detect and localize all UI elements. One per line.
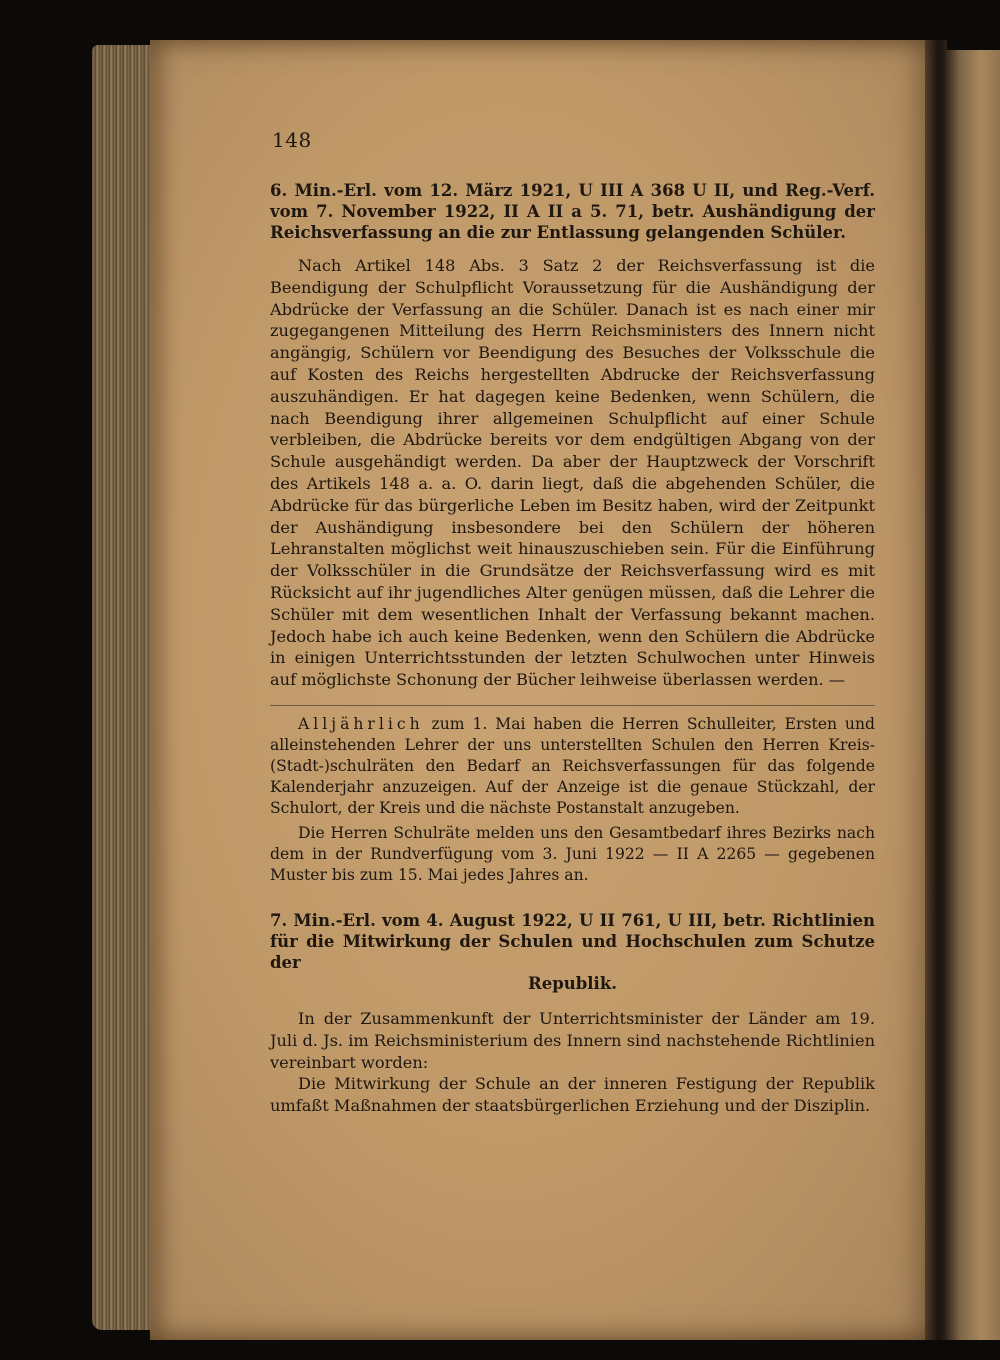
- page-content: [270, 128, 875, 1117]
- section-divider: [270, 705, 875, 706]
- section-6-paragraph-3: Die Herren Schulräte melden uns den Gesamtbedarf ihres Bezirks nach dem in der Rundverfügung vom 3. Juni 1922 — II A 2265 — gegebenen Muster bis zum 15. Mai jedes Jahres an.: [270, 823, 875, 884]
- section-7-heading: 7. Min.-Erl. vom 4. August 1922, U II 761, U III, betr. Richtlinien für die Mitwirkung der Schulen und Hochschulen zum Schutze der: [270, 910, 875, 972]
- section-6-heading: 6. Min.-Erl. vom 12. März 1921, U III A 368 U II, und Reg.-Verf. vom 7. November 1922, II A II a 5. 71, betr. Aushändigung der Reichsverfassung an die zur Entlassung gelangenden Schüler.: [270, 181, 875, 242]
- section-7-paragraph-2: Die Mitwirkung der Schule an der inneren Festigung der Republik umfaßt Maßnahmen der staatsbürgerlichen Erziehung und der Disziplin.: [270, 1074, 875, 1116]
- section-6-paragraph-2: [270, 714, 875, 819]
- book-gutter: [925, 40, 947, 1340]
- section-6-paragraph-1: Nach Artikel 148 Abs. 3 Satz 2 der Reichsverfassung ist die Beendigung der Schulpflicht Voraussetzung für die Aushändigung der Abdrücke der Verfassung an die Schüler. Danach ist es nach einer mir zugegangenen Mitteilung des Herrn Reichsministers des Innern nicht angängig, Schülern vor Beendigung des Besuches der Volksschule die auf Kosten des Reichs hergestellten Abdrucke der Reichsverfassung auszuhändigen. Er hat dagegen keine Bedenken, wenn Schülern, die nach Beendigung ihrer allgemeinen Schulpflicht auf einer Schule verbleiben, die Abdrücke bereits vor dem endgültigen Abgang von der Schule ausgehändigt werden. Da aber der Hauptzweck der Vorschrift des Artikels 148 a. a. O. darin liegt, daß die abgehenden Schüler, die Abdrücke für das bürgerliche Leben im Besitz haben, wird der Zeitpunkt der Aushändigung insbesondere bei den Schülern der höheren Lehranstalten möglichst weit hinauszuschieben sein. Für die Einführung der Volksschüler in die Grundsätze der Reichsverfassung wird es mit Rücksicht auf ihr jugendliches Alter genügen müssen, daß die Lehrer die Schüler mit dem wesentlichen Inhalt der Verfassung bekannt machen. Jedoch habe ich auch keine Bedenken, wenn den Schülern die Abdrücke in einigen Unterrichtsstunden der letzten Schulwochen unter Hinweis auf möglichste Schonung der Bücher leihweise überlassen werden. —: [270, 256, 875, 690]
- spaced-word: Alljährlich: [298, 714, 424, 733]
- facing-page: [945, 50, 1000, 1340]
- page-number: 148: [272, 128, 312, 152]
- section-7-heading-last-line: Republik.: [528, 973, 617, 993]
- section-7-paragraph-1: In der Zusammenkunft der Unterrichtsminister der Länder am 19. Juli d. Js. im Reichsministerium des Innern sind nachstehende Richtlinien vereinbart worden:: [270, 1008, 875, 1072]
- section-6-paragraph-2-text: zum 1. Mai haben die Herren Schulleiter, Ersten und alleinstehenden Lehrer der uns unterstellten Schulen den Herren Kreis-(Stadt-)schulräten den Bedarf an Reichsverfassungen für das folgende Kalenderjahr anzuzeigen. Auf der Anzeige ist die genaue Stückzahl, der Schulort, der Kreis und die nächste Postanstalt anzugeben.: [270, 714, 875, 817]
